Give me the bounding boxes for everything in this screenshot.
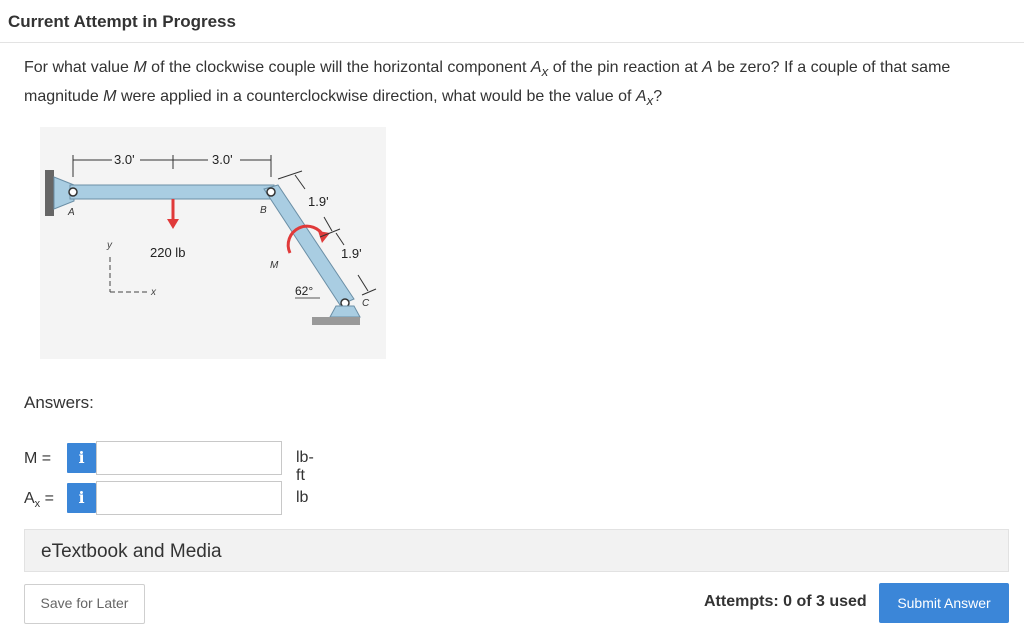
attempts-counter: Attempts: 0 of 3 used (704, 593, 867, 610)
question-part: of the pin reaction at (548, 59, 703, 76)
save-for-later-button[interactable]: Save for Later (24, 584, 145, 624)
var-A: A (635, 88, 647, 106)
angle-label: 62° (295, 284, 314, 298)
load-arrow-head (167, 219, 179, 229)
answer-var-M: M = (24, 450, 52, 467)
answer-var-subscript: x (34, 498, 41, 511)
attempt-header (0, 0, 1024, 43)
dim-tick (278, 171, 302, 179)
answer-input-M[interactable] (96, 441, 282, 475)
answer-var-A: A (24, 490, 35, 507)
wall-support (45, 170, 54, 216)
attempt-title: Current Attempt in Progress (8, 12, 236, 31)
question-part: were applied in a counterclockwise direction, what would be the value of (116, 88, 636, 106)
problem-figure (40, 127, 386, 359)
dim-label-right: 3.0' (212, 152, 233, 167)
pin-A (69, 188, 77, 196)
answer-var-Ax (24, 490, 54, 510)
dim-label-upper-inclined: 1.9' (308, 194, 329, 209)
load-label: 220 lb (150, 245, 186, 260)
dim-line (295, 175, 305, 189)
horizontal-member (70, 185, 274, 199)
answer-unit-M: lb-ft (296, 449, 314, 484)
answers-label: Answers: (24, 393, 94, 412)
label-M: M (270, 260, 279, 271)
support-C (330, 306, 360, 317)
couple-arrow-head (318, 231, 330, 243)
var-subscript-x: x (541, 64, 549, 80)
dim-label-left: 3.0' (114, 152, 135, 167)
y-axis-label: y (107, 240, 112, 251)
label-A: A (68, 207, 75, 218)
submit-answer-button[interactable]: Submit Answer (879, 583, 1009, 623)
dim-line (358, 275, 368, 291)
label-B: B (260, 205, 267, 216)
question-part: of the clockwise couple will the horizontal component (146, 59, 531, 76)
answer-var-equals: = (40, 490, 54, 507)
etextbook-media-label: eTextbook and Media (41, 541, 222, 562)
label-C: C (362, 298, 370, 309)
question-part: For what value (24, 59, 134, 76)
dim-tick (362, 289, 376, 295)
question-part: be zero? If a couple of that same magnitude (24, 59, 951, 106)
info-icon[interactable]: i (67, 443, 96, 473)
var-A: A (530, 59, 542, 76)
etextbook-media-panel[interactable] (24, 529, 1009, 572)
dim-line (324, 217, 332, 231)
var-subscript-x: x (646, 93, 654, 109)
ground (312, 317, 360, 325)
dim-line (336, 233, 344, 245)
point-A: A (702, 59, 713, 76)
question-text (24, 55, 1014, 113)
dim-label-lower-inclined: 1.9' (341, 246, 362, 261)
question-part: ? (653, 88, 663, 106)
var-M: M (133, 59, 147, 76)
x-axis-label: x (151, 287, 156, 298)
frame-diagram (40, 127, 386, 359)
info-icon[interactable]: i (67, 483, 96, 513)
answer-unit-Ax: lb (296, 489, 309, 506)
answer-input-Ax[interactable] (96, 481, 282, 515)
pin-B (267, 188, 275, 196)
var-M: M (103, 88, 117, 106)
